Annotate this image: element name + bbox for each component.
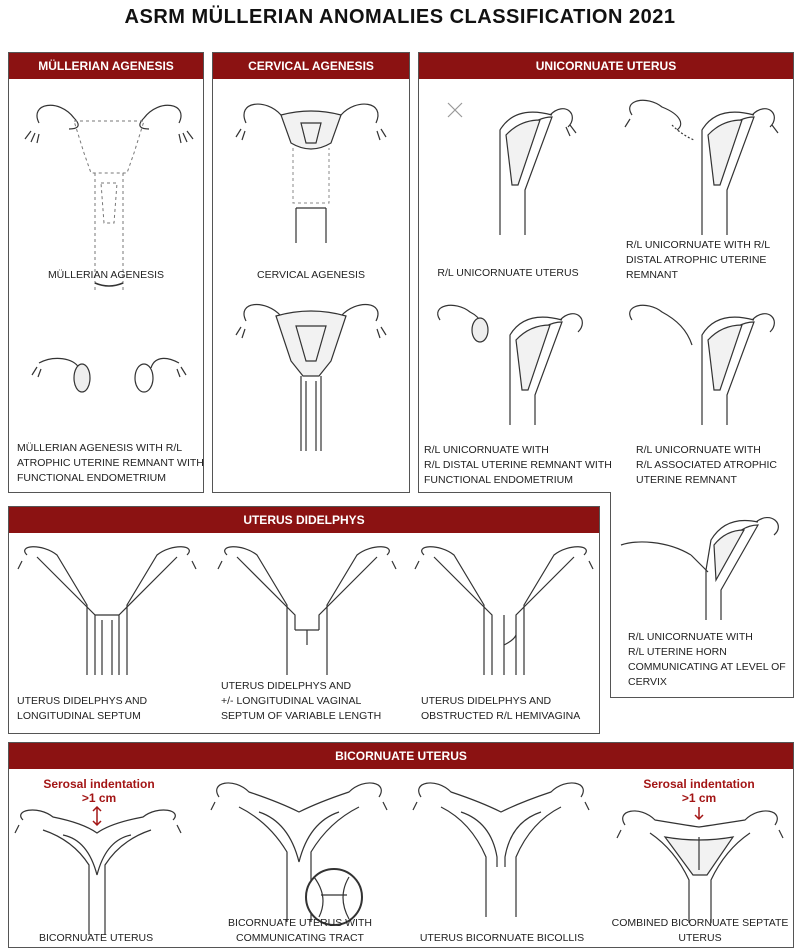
header-mullerian-agenesis: MÜLLERIAN AGENESIS xyxy=(9,53,203,79)
caption-didelphys-2-line3: SEPTUM OF VARIABLE LENGTH xyxy=(221,710,382,722)
caption-agenesis-remnant-3: FUNCTIONAL ENDOMETRIUM xyxy=(17,472,166,484)
panel-cervical-agenesis xyxy=(212,52,410,493)
agenesis-remnant-illustration xyxy=(19,353,199,403)
caption-unicornuate-5-line2: R/L UTERINE HORN xyxy=(628,646,727,658)
serosal-indentation-label-right: Serosal indentation xyxy=(643,777,755,791)
caption-unicornuate-2-line3: REMNANT xyxy=(626,269,678,281)
bicornuate-septate-illustration xyxy=(615,805,785,925)
caption-didelphys-1-line2: LONGITUDINAL SEPTUM xyxy=(17,710,141,722)
caption-unicornuate-3-line1: R/L UNICORNUATE WITH xyxy=(424,444,549,456)
unicornuate-associated-remnant-illustration xyxy=(622,300,782,430)
caption-cervical-agenesis: CERVICAL AGENESIS xyxy=(257,269,365,281)
cervical-agenesis-illustration xyxy=(221,93,401,243)
serosal-indentation-label-left: Serosal indentation xyxy=(43,777,155,791)
caption-unicornuate-1: R/L UNICORNUATE UTERUS xyxy=(437,267,579,279)
page-title: ASRM MÜLLERIAN ANOMALIES CLASSIFICATION 2021 xyxy=(124,6,676,28)
caption-didelphys-1-line1: UTERUS DIDELPHYS AND xyxy=(17,695,148,707)
serosal-indentation-value-left: >1 cm xyxy=(81,791,117,805)
caption-unicornuate-4-line2: R/L ASSOCIATED ATROPHIC xyxy=(636,459,778,471)
unicornuate-uterus-illustration xyxy=(440,95,580,245)
caption-unicornuate-2-line2: DISTAL ATROPHIC UTERINE xyxy=(626,254,767,266)
distal-cervical-agenesis-illustration xyxy=(221,301,401,451)
caption-unicornuate-5-line4: CERVIX xyxy=(628,676,667,688)
caption-didelphys-2-line1: UTERUS DIDELPHYS AND xyxy=(221,680,352,692)
caption-bicornuate-4-line2: UTERUS xyxy=(678,932,722,944)
bicornuate-communicating-illustration xyxy=(209,777,389,927)
unicornuate-functional-remnant-illustration xyxy=(430,300,590,430)
caption-unicornuate-2-line1: R/L UNICORNUATE WITH R/L xyxy=(626,239,771,251)
caption-unicornuate-3-line3: FUNCTIONAL ENDOMETRIUM xyxy=(424,474,573,486)
bicornuate-bicollis-illustration xyxy=(411,777,591,917)
bicornuate-uterus-illustration xyxy=(13,805,183,935)
serosal-indentation-value-right: >1 cm xyxy=(681,791,717,805)
unicornuate-horn-communicating-illustration xyxy=(616,510,786,620)
header-unicornuate-uterus: UNICORNUATE UTERUS xyxy=(419,53,793,79)
caption-unicornuate-5-line3: COMMUNICATING AT LEVEL OF xyxy=(628,661,786,673)
didelphys-vaginal-septum-illustration xyxy=(217,545,397,675)
mullerian-agenesis-illustration xyxy=(19,93,199,243)
didelphys-septum-illustration xyxy=(17,545,197,675)
caption-agenesis-remnant-1: MÜLLERIAN AGENESIS WITH R/L xyxy=(17,442,183,454)
header-bicornuate-uterus: BICORNUATE UTERUS xyxy=(9,743,793,769)
unicornuate-remnant-illustration xyxy=(622,95,782,245)
caption-bicornuate-3: UTERUS BICORNUATE BICOLLIS xyxy=(419,932,585,944)
header-cervical-agenesis: CERVICAL AGENESIS xyxy=(213,53,409,79)
caption-didelphys-2-line2: +/- LONGITUDINAL VAGINAL xyxy=(221,695,362,707)
caption-bicornuate-2-line1: BICORNUATE UTERUS WITH xyxy=(228,917,372,929)
caption-bicornuate-4-line1: COMBINED BICORNUATE SEPTATE xyxy=(611,917,789,929)
panel-mullerian-agenesis xyxy=(8,52,204,493)
caption-mullerian-agenesis: MÜLLERIAN AGENESIS xyxy=(47,269,165,281)
didelphys-obstructed-illustration xyxy=(414,545,594,675)
caption-didelphys-3-line1: UTERUS DIDELPHYS AND xyxy=(421,695,552,707)
caption-bicornuate-1: BICORNUATE UTERUS xyxy=(39,932,154,944)
header-uterus-didelphys: UTERUS DIDELPHYS xyxy=(9,507,599,533)
caption-bicornuate-2-line2: COMMUNICATING TRACT xyxy=(236,932,364,944)
caption-unicornuate-4-line1: R/L UNICORNUATE WITH xyxy=(636,444,761,456)
panel-uterus-didelphys xyxy=(8,506,600,734)
caption-unicornuate-5-line1: R/L UNICORNUATE WITH xyxy=(628,631,753,643)
caption-unicornuate-3-line2: R/L DISTAL UTERINE REMNANT WITH xyxy=(424,459,612,471)
caption-unicornuate-4-line3: UTERINE REMNANT xyxy=(636,474,737,486)
caption-didelphys-3-line2: OBSTRUCTED R/L HEMIVAGINA xyxy=(421,710,581,722)
panel-bicornuate-uterus xyxy=(8,742,794,948)
caption-agenesis-remnant-2: ATROPHIC UTERINE REMNANT WITH xyxy=(17,457,204,469)
